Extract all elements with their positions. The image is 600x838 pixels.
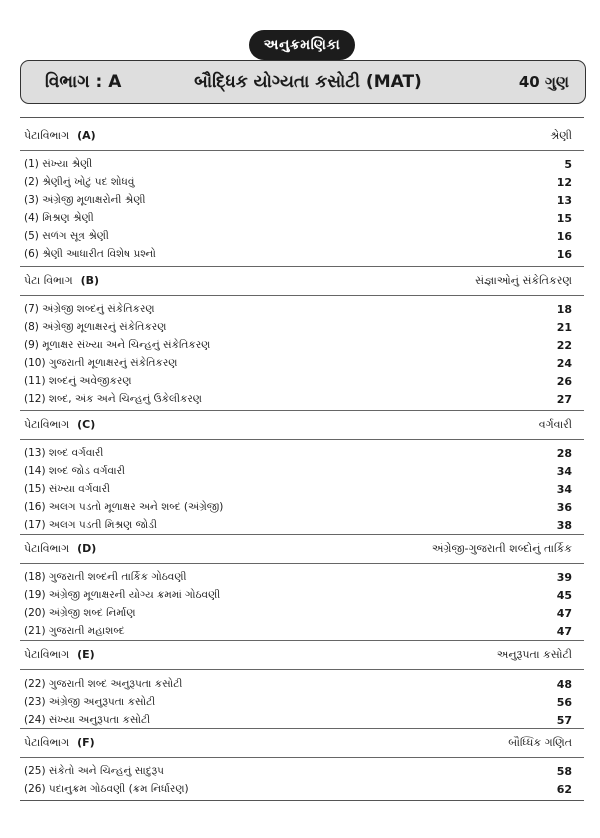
- toc-entry-page: 15: [556, 211, 572, 225]
- section-marks: 40 ગુણ: [518, 73, 569, 91]
- subsection-label: [20, 542, 96, 556]
- toc-entry-page: 16: [556, 247, 572, 261]
- subsection-header-f: [20, 728, 584, 758]
- toc-entry[interactable]: [20, 711, 584, 729]
- toc-entry-title: (23) અંગ્રેજી અનુરૂપતા કસોટી: [24, 695, 156, 708]
- toc-entry[interactable]: [20, 354, 584, 372]
- toc-entry-title: (19) અંગ્રેજી મૂળાક્ષરની યોગ્ય ક્રમમાં ગોઠવણી: [24, 588, 221, 601]
- toc-entry[interactable]: [20, 780, 584, 798]
- toc-entry-page: 56: [556, 695, 572, 709]
- toc-entry-title: (25) સંકેતો અને ચિન્હનું સાદુરૂપ: [24, 764, 164, 777]
- subsection-header-b: [20, 266, 584, 296]
- toc-entry[interactable]: [20, 498, 584, 516]
- table-of-contents: [20, 117, 584, 801]
- section-label: વિભાગ : A: [45, 72, 122, 92]
- toc-entry[interactable]: [20, 462, 584, 480]
- toc-entry[interactable]: [20, 336, 584, 354]
- subsection-code: (E): [77, 648, 95, 661]
- toc-entry-page: 34: [556, 464, 572, 478]
- toc-entry-page: 18: [556, 302, 572, 316]
- toc-entry-title: (15) સંખ્યા વર્ગવારી: [24, 482, 111, 495]
- toc-entry[interactable]: [20, 675, 584, 693]
- subsection-label-text: પેટા વિભાગ: [24, 274, 73, 287]
- subsection-topic: સંજ્ઞાઓનું સંકેતિકરણ: [475, 274, 572, 287]
- toc-entry-title: (16) અલગ પડતો મૂળાક્ષર અને શબ્દ (અંગ્રેજી): [24, 500, 224, 513]
- subsection-label: [20, 736, 95, 750]
- toc-entry-title: (4) મિશ્રણ શ્રેણી: [24, 211, 94, 224]
- toc-entry-title: (7) અંગ્રેજી શબ્દનું સંકેતિકરણ: [24, 302, 155, 315]
- toc-entry-title: (12) શબ્દ, અંક અને ચિન્હનું ઉકેલીકરણ: [24, 392, 202, 405]
- toc-entry-page: 5: [564, 157, 572, 171]
- subsection-code: (D): [77, 542, 97, 555]
- toc-entry-title: (10) ગુજરાતી મૂળાક્ષરનું સંકેતિકરણ: [24, 356, 178, 369]
- subsection-topic: બૌધ્ધિક ગણિત: [508, 736, 572, 749]
- toc-entry-title: (2) શ્રેણીનું ખોટું પદ શોધવું: [24, 175, 135, 188]
- toc-entry-page: 45: [556, 588, 572, 602]
- subsection-code: (C): [77, 418, 96, 431]
- toc-entry-title: (14) શબ્દ જોડ વર્ગવારી: [24, 464, 126, 477]
- subsection-label: [20, 648, 95, 662]
- toc-entry-page: 26: [556, 374, 572, 388]
- subsection-header-a: [20, 121, 584, 151]
- toc-entry-title: (6) શ્રેણી આધારીત વિશેષ પ્રશ્નો: [24, 247, 156, 260]
- toc-entry[interactable]: [20, 586, 584, 604]
- subsection-label-text: પેટાવિભાગ: [24, 128, 70, 142]
- toc-entry[interactable]: [20, 372, 584, 390]
- toc-entry-page: 36: [556, 500, 572, 514]
- toc-entry[interactable]: [20, 480, 584, 498]
- toc-entry[interactable]: [20, 762, 584, 780]
- toc-entry-page: 12: [556, 175, 572, 189]
- toc-entry-page: 47: [556, 624, 572, 638]
- subsection-code: (A): [77, 128, 96, 142]
- toc-entry[interactable]: [20, 604, 584, 622]
- subsection-label-text: પેટાવિભાગ: [24, 418, 70, 431]
- toc-entry[interactable]: [20, 693, 584, 711]
- toc-entry[interactable]: [20, 191, 584, 209]
- toc-entry-page: 16: [556, 229, 572, 243]
- toc-entry-page: 24: [556, 356, 572, 370]
- section-title: બૌદ્ધિક યોગ્યતા કસોટી (MAT): [194, 72, 422, 92]
- toc-entry-page: 22: [556, 338, 572, 352]
- toc-entry-page: 58: [556, 764, 572, 778]
- toc-entry[interactable]: [20, 245, 584, 263]
- toc-entry[interactable]: [20, 209, 584, 227]
- toc-entry-page: 47: [556, 606, 572, 620]
- subsection-topic: શ્રેણી: [550, 128, 572, 142]
- subsection-label-text: પેટાવિભાગ: [24, 648, 70, 661]
- toc-entry[interactable]: [20, 516, 584, 534]
- subsection-topic: વર્ગવારી: [538, 418, 572, 431]
- toc-entry-title: (18) ગુજરાતી શબ્દની તાર્કિક ગોઠવણી: [24, 570, 187, 583]
- toc-entry-page: 28: [556, 446, 572, 460]
- subsection-label: [20, 274, 99, 288]
- toc-entry-title: (20) અંગ્રેજી શબ્દ નિર્માણ: [24, 606, 136, 619]
- toc-entry-page: 21: [556, 320, 572, 334]
- toc-entry[interactable]: [20, 227, 584, 245]
- toc-entry[interactable]: [20, 173, 584, 191]
- toc-entry-page: 38: [556, 518, 572, 532]
- subsection-code: (F): [77, 736, 95, 749]
- toc-entry-title: (24) સંખ્યા અનુરૂપતા કસોટી: [24, 713, 151, 726]
- toc-entry[interactable]: [20, 444, 584, 462]
- toc-entry[interactable]: [20, 300, 584, 318]
- toc-entry-title: (1) સંખ્યા શ્રેણી: [24, 157, 93, 170]
- subsection-header-e: [20, 640, 584, 670]
- toc-entry[interactable]: [20, 390, 584, 408]
- toc-entry-page: 57: [556, 713, 572, 727]
- toc-entry-page: 62: [556, 782, 572, 796]
- toc-entry-page: 27: [556, 392, 572, 406]
- subsection-topic: અંગ્રેજી-ગુજરાતી શબ્દોનું તાર્કિક: [431, 542, 572, 555]
- subsection-topic: અનુરૂપતા કસોટી: [496, 648, 572, 661]
- toc-entry-title: (21) ગુજરાતી મહાશબ્દ: [24, 624, 125, 637]
- toc-entry-page: 13: [556, 193, 572, 207]
- toc-entry-title: (3) અંગ્રેજી મૂળાક્ષરોની શ્રેણી: [24, 193, 146, 206]
- toc-entry-page: 48: [556, 677, 572, 691]
- subsection-label: [20, 129, 96, 143]
- subsection-code: (B): [80, 274, 100, 287]
- toc-entry-title: (26) પદાનુક્રમ ગોઠવણી (ક્રમ નિર્ધારણ): [24, 782, 189, 795]
- toc-entry-page: 34: [556, 482, 572, 496]
- subsection-header-c: [20, 410, 584, 440]
- toc-entry-title: (5) સળંગ સૂત્ર શ્રેણી: [24, 229, 109, 242]
- subsection-label: [20, 418, 95, 432]
- page-title: અનુક્રમણિકા: [249, 30, 355, 60]
- toc-entry[interactable]: [20, 622, 584, 640]
- toc-entry-title: (8) અંગ્રેજી મૂળાક્ષરનું સંકેતિકરણ: [24, 320, 167, 333]
- toc-entry[interactable]: [20, 318, 584, 336]
- toc-entry[interactable]: [20, 155, 584, 173]
- subsection-header-d: [20, 534, 584, 564]
- toc-entry-title: (17) અલગ પડતી મિશ્રણ જોડી: [24, 518, 157, 531]
- toc-entry-title: (22) ગુજરાતી શબ્દ અનુરૂપતા કસોટી: [24, 677, 183, 690]
- toc-entry-page: 39: [556, 570, 572, 584]
- toc-entry-title: (9) મૂળાક્ષર સંખ્યા અને ચિન્હનું સંકેતિકરણ: [24, 338, 211, 351]
- toc-entry-title: (11) શબ્દનું અવેજીકરણ: [24, 374, 132, 387]
- section-header-bar: [20, 60, 586, 104]
- toc-entry[interactable]: [20, 568, 584, 586]
- subsection-label-text: પેટાવિભાગ: [24, 542, 70, 555]
- toc-entry-title: (13) શબ્દ વર્ગવારી: [24, 446, 104, 459]
- subsection-label-text: પેટાવિભાગ: [24, 736, 70, 749]
